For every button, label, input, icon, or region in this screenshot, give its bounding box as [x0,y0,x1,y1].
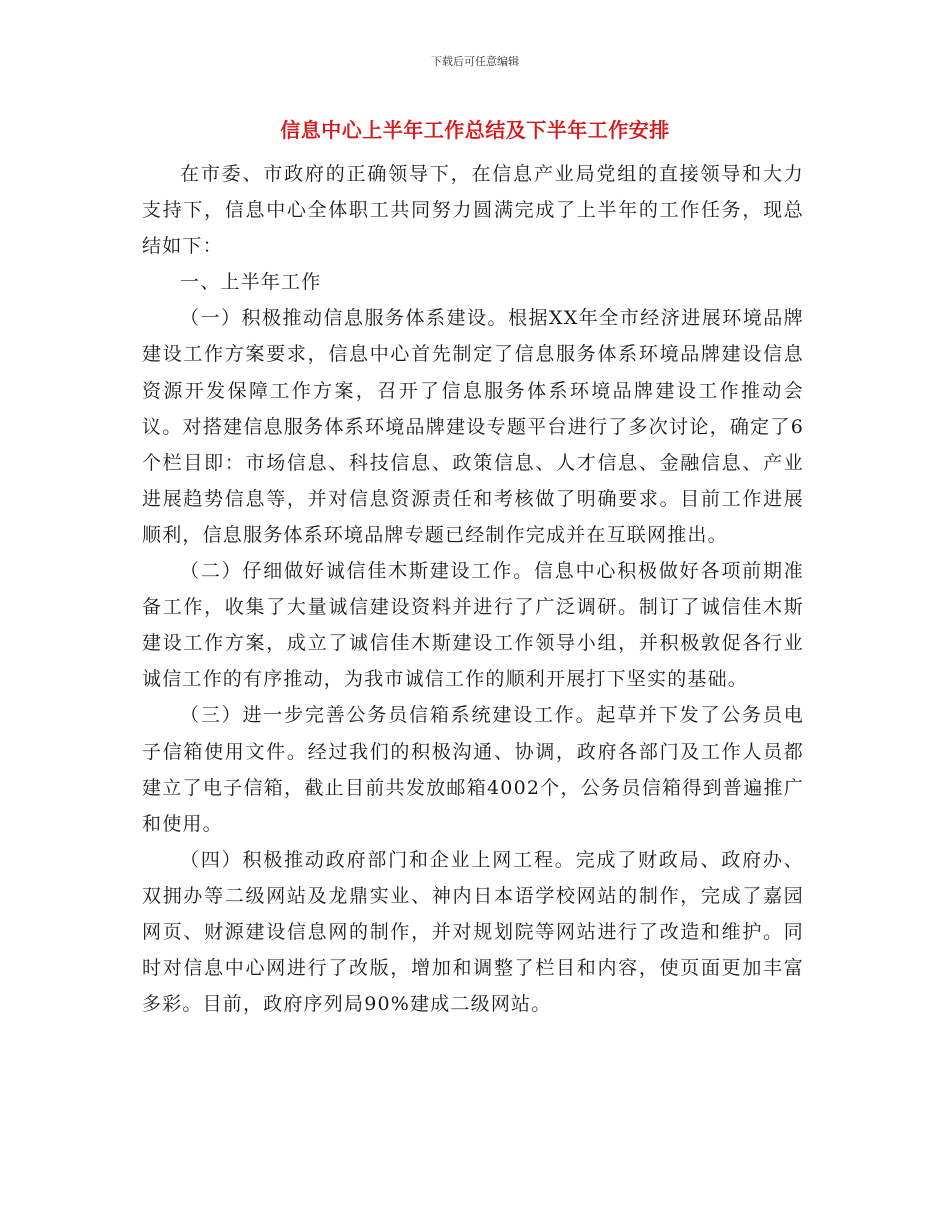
paragraph-intro: 在市委、市政府的正确领导下，在信息产业局党组的直接领导和大力支持下，信息中心全体职工共同努力圆满完成了上半年的工作任务，现总结如下： [142,163,804,258]
header-note: 下载后可任意编辑 [431,55,519,68]
paragraph-item-1: （一）积极推动信息服务体系建设。根据XX年全市经济进展环境品牌建设工作方案要求，信息中心首先制定了信息服务体系环境品牌建设信息资源开发保障工作方案，召开了信息服务体系环境品牌建设工作推动会议。对搭建信息服务体系环境品牌建设专题平台进行了多次讨论，确定了6个栏目即：市场信息、科技信息、政策信息、人才信息、金融信息、产业进展趋势信息等，并对信息资源责任和考核做了明确要求。目前工作进展顺利，信息服务体系环境品牌专题已经制作完成并在互联网推出。 [142,307,804,546]
paragraph-item-3: （三）进一步完善公务员信箱系统建设工作。起草并下发了公务员电子信箱使用文件。经过我们的积极沟通、协调，政府各部门及工作人员都建立了电子信箱，截止目前共发放邮箱4002个，公务员信箱得到普遍推广和使用。 [142,704,804,835]
section-heading: 一、上半年工作 [180,271,322,294]
document-title: 信息中心上半年工作总结及下半年工作安排 [280,118,670,142]
document-body [142,156,804,1022]
paragraph-item-2: （二）仔细做好诚信佳木斯建设工作。信息中心积极做好各项前期准备工作，收集了大量诚信建设资料并进行了广泛调研。制订了诚信佳木斯建设工作方案，成立了诚信佳木斯建设工作领导小组，并积极敦促各行业诚信工作的有序推动，为我市诚信工作的顺利开展打下坚实的基础。 [142,560,804,691]
paragraph-item-4: （四）积极推动政府部门和企业上网工程。完成了财政局、政府办、双拥办等二级网站及龙鼎实业、神内日本语学校网站的制作，完成了嘉园网页、财源建设信息网的制作，并对规划院等网站进行了改造和维护。同时对信息中心网进行了改版，增加和调整了栏目和内容，使页面更加丰富多彩。目前，政府序列局90%建成二级网站。 [142,848,804,1016]
